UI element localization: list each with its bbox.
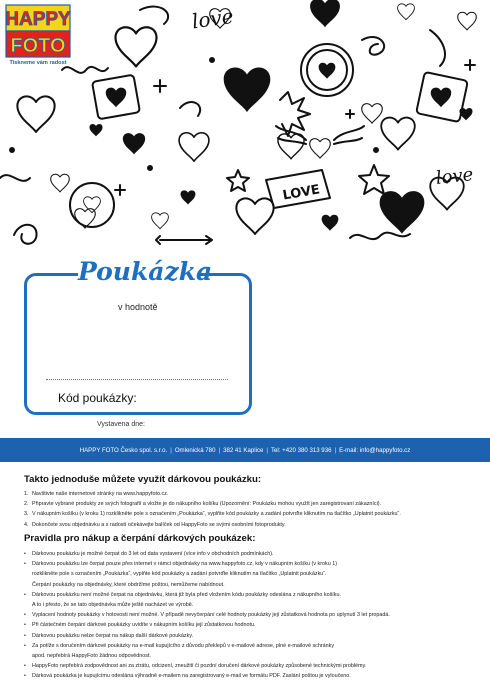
doodle-heart — [322, 215, 339, 231]
voucher-title: Poukázka — [78, 257, 213, 286]
rules-title: Pravidla pro nákup a čerpání dárkových poukázek: — [24, 533, 256, 544]
rule-item-continuation: A to i přesto, že se tato objednávka může ještě nacházet ve výrobě. — [32, 602, 194, 609]
voucher-code-label: Kód poukázky: — [58, 391, 137, 405]
svg-text:HAPPY: HAPPY — [5, 9, 71, 30]
doodle-dot — [210, 58, 214, 62]
step-text: V nákupním košíku (v kroku 1) rozklikněte pole s označením „Poukázka“, vyplňte kód poukázky a zadání potvrďte kliknutím na tlačítko „Uplatnit poukázku“. — [32, 511, 401, 518]
contact-street: Omlenická 780 — [174, 446, 216, 454]
doodle-heart — [380, 191, 425, 234]
contact-bar — [0, 438, 490, 462]
doodle-love-script: love — [190, 3, 235, 34]
contact-email: E-mail: info@happyfoto.cz — [339, 446, 411, 454]
doodle-heart-outline — [398, 4, 415, 20]
doodle-heart — [123, 133, 145, 154]
doodle-dot — [148, 166, 152, 170]
rule-item: • Při částečném čerpání dárkové poukázky uvidíte v nákupním košíku její zůstatkovou hodnotu. — [24, 620, 484, 630]
separator: | — [170, 446, 172, 454]
contact-company: HAPPY FOTO Česko spol. s.r.o. — [79, 446, 168, 454]
step-item — [24, 509, 484, 519]
rule-item: • Dárkovou poukázku nelze čerpat na nákup další dárkové poukázky. — [24, 631, 484, 641]
svg-text:LOVE: LOVE — [281, 182, 322, 204]
contact-phone: Tel: +420 380 313 936 — [270, 446, 332, 454]
voucher-title-badge — [78, 257, 213, 297]
doodle-heart-outline — [381, 118, 415, 150]
step-text: Připravte vybrané produkty ze svých fotografií a vložte je do nákupního košíku (Upozornění: Poukázku mohou využít jen zaregistrovaní zákazníci). — [32, 501, 382, 508]
how-to-title: Takto jednoduše můžete využít dárkovou poukázku: — [24, 474, 262, 485]
doodle-frame-heart — [416, 72, 468, 122]
rule-item-continuation: rozklikněte pole s označením „Poukázka“, vyplňte kód poukázky a zadání potvrďte kliknutím na tlačítko „Uplatnit poukázku“. — [32, 571, 327, 578]
how-to-steps — [24, 489, 484, 530]
rules-list — [24, 549, 484, 682]
doodle-heart-outline — [51, 174, 70, 192]
doodle-heart-outline — [458, 12, 477, 30]
doodle-frame-heart — [92, 75, 140, 120]
rule-item: • Dárková poukázka je kupujícímu odeslána výhradně e-mailem na zaregistrovaný e-mail ve formátu PDF. Zaslání poštou je vyloučeno. — [24, 671, 484, 681]
doodle-heart-outline — [152, 213, 169, 229]
doodle-heart-outline — [17, 96, 54, 132]
doodle-heart-outline — [116, 27, 157, 66]
separator: | — [218, 446, 221, 454]
step-text: Dokončete svou objednávku a s radostí očekávejte balíček od HappyFoto se svými osobními fotoprodukty. — [32, 521, 286, 528]
doodle-wavy-line — [350, 233, 410, 240]
doodle-heart-outline — [362, 104, 382, 124]
logo-badge — [4, 3, 72, 59]
rule-item: • Dárkovou poukázku lze čerpat pouze přes internet v rámci objednávky na www.happyfoto.cz, kdy v nákupním košíku (v kroku 1) — [24, 559, 484, 569]
happy-foto-logo — [4, 3, 74, 66]
doodle-heart-outline — [179, 133, 209, 161]
doodle-heart — [310, 0, 340, 27]
step-text: Navštivte naše internetové stránky na www.happyfoto.cz. — [32, 491, 169, 497]
voucher-issued-label: Vystavena dne: — [97, 421, 145, 428]
step-item — [24, 520, 484, 530]
doodle-heart — [181, 190, 196, 204]
doodle-swirl — [140, 7, 168, 24]
contact-city: 382 41 Kaplice — [223, 446, 264, 454]
rule-item: • Dárkovou poukázku není možné čerpat na objednávku, která již byla před vložením kódu poukázky odeslána z nákupního košíku. — [24, 590, 484, 600]
step-item — [24, 489, 484, 499]
doodle-heart-outline — [278, 134, 304, 159]
doodle-wavy-line — [0, 175, 30, 181]
doodle-heart — [89, 124, 102, 136]
doodle-circle-heart — [301, 44, 353, 96]
doodle-swirl — [180, 102, 200, 116]
rule-item: • Dárkovou poukázku je možné čerpat do 3 let od data vystavení (více info v obchodních podmínkách). — [24, 549, 484, 559]
step-item — [24, 499, 484, 509]
rule-item: • Za potíže s doručením dárkové poukázky na e-mail kupujícího z důvodu překlepů v e-mailové adrese, plné e-mailové schránky — [24, 641, 484, 651]
rule-item: • Vyplacení hodnoty poukázky v hotovosti není možné. V případě nevyčerpání celé hodnoty poukázky její zůstatková hodnota po uplynutí 3 let propadá. — [24, 610, 484, 620]
doodle-heart-outline — [236, 198, 273, 234]
doodle-wavy-line — [62, 67, 108, 73]
rule-item-continuation: apod. nepřebírá HappyFoto žádnou odpovědnost. — [32, 653, 151, 660]
step-number: 3. — [24, 511, 29, 518]
doodle-love-sign — [266, 170, 330, 208]
doodle-star — [227, 170, 249, 191]
rule-item: • HappyFoto nepřebírá zodpovědnost ani za ztrátu, odcizení, zneužití či pozdní doručení dárkové poukázky způsobené technickými problémy. — [24, 661, 484, 671]
doodle-burst — [280, 92, 310, 136]
doodle-dot — [10, 148, 14, 152]
doodle-love-script: love — [434, 164, 475, 189]
step-number: 4. — [24, 521, 29, 528]
voucher-dotted-line — [46, 379, 228, 380]
rule-item-continuation: Čerpání poukázky na objednávky, které obdržíme poštou, nemůžeme nabídnout. — [32, 581, 225, 588]
logo-tagline: Tiskneme vám radost — [9, 60, 67, 66]
step-number: 1. — [24, 491, 29, 497]
doodle-swirl — [362, 37, 384, 55]
voucher-value-label: v hodnotě — [118, 302, 158, 312]
doodle-heart-big — [224, 68, 271, 112]
step-number: 2. — [24, 501, 29, 508]
doodle-arrow — [156, 236, 212, 244]
doodle-dot — [374, 148, 378, 152]
separator: | — [334, 446, 337, 454]
svg-text:FOTO: FOTO — [10, 35, 66, 57]
doodle-swirl — [430, 30, 445, 66]
doodle-swirl — [14, 225, 37, 244]
separator: | — [266, 446, 268, 454]
doodle-star — [359, 165, 389, 194]
